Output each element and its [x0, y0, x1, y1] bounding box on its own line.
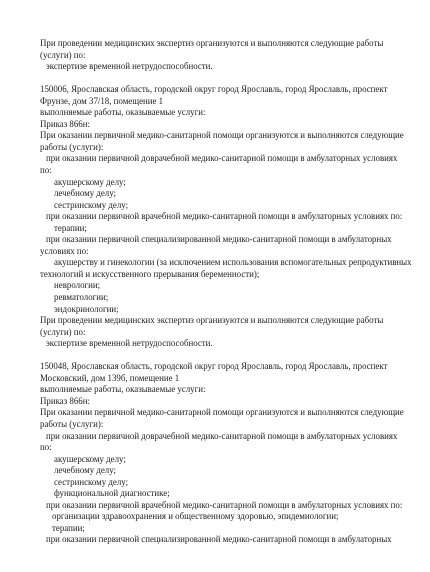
list-item: терапии; — [52, 522, 85, 533]
list-item: функциональной диагностике; — [54, 488, 170, 499]
primary-intro-line2: работы (услуги): — [40, 418, 104, 429]
list-item: ревматологии; — [54, 291, 109, 302]
order-label: Приказ 866н: — [40, 395, 90, 406]
list-item: сестринскому делу; — [54, 199, 129, 210]
list-item-line1: акушерству и гинекологии (за исключением использования вспомогательных репродуктивных — [54, 257, 412, 268]
vrach-header: при оказании первичной врачебной медико-санитарной помощи в амбулаторных условиях по: — [46, 211, 403, 222]
address-line2: Московский, дом 139б, помещение 1 — [40, 372, 180, 383]
works-label: выполняемые работы, оказываемые услуги: — [40, 107, 206, 118]
primary-intro-line1: При оказании первичной медико-санитарной помощи организуются и выполняются следующие — [40, 407, 404, 418]
expertise-item: экспертизе временной нетрудоспособности. — [46, 61, 213, 72]
expertise-intro-line1: При проведении медицинских экспертиз организуются и выполняются следующие работы — [40, 315, 384, 326]
list-item: акушерскому делу; — [54, 453, 126, 464]
list-item: терапии; — [54, 222, 87, 233]
prevrach-header-line1: при оказании первичной доврачебной медико-санитарной помощи в амбулаторных условиях — [46, 430, 398, 441]
address-line1: 150048, Ярославская область, городской округ город Ярославль, город Ярославль, проспект — [40, 361, 388, 372]
list-item: лечебному делу; — [54, 188, 117, 199]
list-item: акушерскому делу; — [54, 176, 126, 187]
expertise-intro-line2: (услуги) по: — [40, 326, 86, 337]
prevrach-header-line1: при оказании первичной доврачебной медико-санитарной помощи в амбулаторных условиях — [46, 153, 398, 164]
list-item: эндокринологии; — [54, 303, 119, 314]
primary-intro-line1: При оказании первичной медико-санитарной помощи организуются и выполняются следующие — [40, 130, 404, 141]
address-line2: Фрунзе, дом 37/18, помещение 1 — [40, 95, 164, 106]
spec-header-line2: условиях по: — [40, 245, 89, 256]
list-item-line2: технологий и искусственного прерывания беременности); — [40, 268, 260, 279]
works-label: выполняемые работы, оказываемые услуги: — [40, 384, 206, 395]
expertise-intro-line2: (услуги) по: — [40, 49, 86, 60]
prevrach-header-line2: по: — [40, 442, 52, 453]
spec-header-line1: при оказании первичной специализированной медико-санитарной помощи в амбулаторных — [46, 234, 392, 245]
spacer — [40, 73, 400, 85]
expertise-item: экспертизе временной нетрудоспособности. — [46, 338, 213, 349]
list-item: сестринскому делу; — [54, 476, 129, 487]
order-label: Приказ 866н: — [40, 118, 90, 129]
vrach-header: при оказании первичной врачебной медико-санитарной помощи в амбулаторных условиях по: — [46, 499, 403, 510]
address-line1: 150006, Ярославская область, городской округ город Ярославль, город Ярославль, проспект — [40, 84, 388, 95]
expertise-intro-line1: При проведении медицинских экспертиз организуются и выполняются следующие работы — [40, 38, 384, 48]
spacer — [40, 350, 400, 362]
primary-intro-line2: работы (услуги): — [40, 141, 104, 152]
list-item: неврологии; — [54, 280, 101, 291]
document-page — [40, 38, 412, 546]
spec-header: при оказании первичной специализированной медико-санитарной помощи в амбулаторных — [46, 534, 392, 545]
prevrach-header-line2: по: — [40, 164, 52, 175]
list-item: лечебному делу; — [54, 465, 117, 476]
list-item: организации здравоохранения и общественному здоровью, эпидемиологии; — [52, 511, 339, 522]
